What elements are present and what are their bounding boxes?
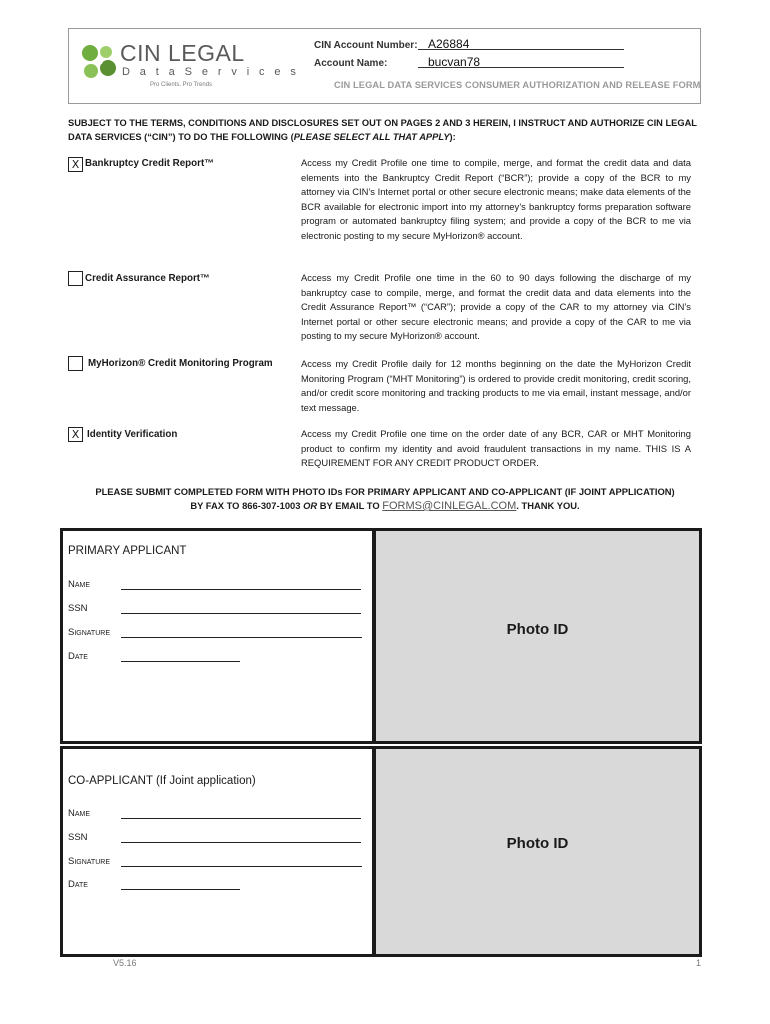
coapplicant-title: CO-APPLICANT (If Joint application) (68, 775, 256, 787)
account-number-label: CIN Account Number: (314, 40, 418, 51)
intro-line-2 (68, 130, 708, 144)
credit-assurance-description: Access my Credit Profile one time in the 60 to 90 days following the discharge of my bankruptcy case to compile, merge, and format the credit data and data elements into the Credit Assurance Report™ (“CAR”); provide a copy of the CAR to my attorney via CIN’s Internet portal or other secure electronic means; and provide a copy of the CAR to me via posting to my secure MyHorizon® account. (301, 272, 691, 341)
primary-ssn-label: SSN (68, 603, 88, 614)
primary-photo-id-box[interactable] (373, 528, 702, 744)
intro-line-2-italic: PLEASE SELECT ALL THAT APPLY (293, 132, 450, 142)
identity-verification-label: Identity Verification (87, 429, 178, 440)
primary-applicant-title: PRIMARY APPLICANT (68, 545, 187, 557)
email-link[interactable]: FORMS@CINLEGAL.COM (382, 500, 517, 512)
coapplicant-date-field[interactable] (121, 877, 240, 890)
coapplicant-date-label: Date (68, 879, 88, 890)
form-title: CIN LEGAL DATA SERVICES CONSUMER AUTHORIZATION AND RELEASE FORM (334, 80, 701, 90)
credit-monitoring-checkbox[interactable] (68, 356, 83, 371)
account-name-label: Account Name: (314, 58, 388, 69)
bankruptcy-report-description: Access my Credit Profile one time to compile, merge, and format the credit data and data elements into the Bankruptcy Credit Report (“BCR”); provide a copy of the BCR to my attorney via CIN’s Internet portal or other secure electronic means; make data elements of the BCR available for electronic import into my attorney’s bankruptcy forms preparation software program or automated bankruptcy filing system; and provide a copy of the BCR to me via electronic posting to my secure MyHorizon® account. (301, 157, 691, 241)
submit-fax: BY FAX TO 866-307-1003 (190, 500, 304, 511)
coapplicant-signature-field[interactable] (121, 854, 362, 867)
primary-name-label: Name (68, 579, 91, 590)
primary-date-label: Date (68, 651, 88, 662)
coapplicant-name-label: Name (68, 808, 91, 819)
primary-name-field[interactable] (121, 577, 361, 590)
coapplicant-ssn-field[interactable] (121, 830, 361, 843)
primary-ssn-field[interactable] (121, 601, 361, 614)
primary-signature-label: Signature (68, 627, 110, 638)
primary-signature-field[interactable] (121, 625, 362, 638)
intro-line-2-suffix: ): (449, 132, 456, 142)
bankruptcy-report-label: Bankruptcy Credit Report™ (85, 158, 215, 169)
primary-date-field[interactable] (121, 649, 240, 662)
submit-thanks: . THANK YOU. (516, 500, 580, 511)
coapplicant-photo-id-box[interactable] (373, 746, 702, 957)
version-label: V5.16 (113, 958, 137, 968)
logo-subtitle: D a t a S e r v i c e s (122, 66, 300, 78)
coapplicant-signature-label: Signature (68, 856, 110, 867)
logo-wordmark: CIN LEGAL (120, 40, 245, 66)
logo-tagline: Pro Clients. Pro Trends (150, 82, 213, 88)
coapplicant-ssn-label: SSN (68, 832, 88, 843)
credit-monitoring-description: Access my Credit Profile daily for 12 months beginning on the date the MyHorizon Credit Monitoring Program (“MHT Monitoring”) is ordered to provide credit monitoring, credit scoring, and/or credit score monitoring and tracking products to me via email, instant message, and/or text message. (301, 358, 691, 413)
primary-photo-id-label: Photo ID (506, 621, 569, 638)
credit-assurance-checkbox[interactable] (68, 271, 83, 286)
coapplicant-name-field[interactable] (121, 806, 361, 819)
credit-monitoring-label: MyHorizon® Credit Monitoring Program (88, 358, 273, 369)
identity-verification-description: Access my Credit Profile one time on the order date of any BCR, CAR or MHT Monitoring product to confirm my identity and avoid fraudulent transactions in my name. THIS IS A REQUIREMENT FOR ANY CREDIT PRODUCT ORDER. (301, 428, 691, 468)
bankruptcy-report-checkbox[interactable]: X (68, 157, 83, 172)
page-number: 1 (696, 958, 702, 968)
account-name-field[interactable] (418, 53, 624, 68)
cin-logo-icon (78, 40, 118, 84)
coapplicant-photo-id-label: Photo ID (506, 835, 569, 852)
credit-assurance-label: Credit Assurance Report™ (85, 273, 210, 284)
intro-line-1: SUBJECT TO THE TERMS, CONDITIONS AND DISCLOSURES SET OUT ON PAGES 2 AND 3 HEREIN, I INSTRUCT AND AUTHORIZE CIN LEGAL (68, 118, 697, 128)
account-number-field[interactable] (418, 35, 624, 50)
submit-instructions-line-2 (68, 500, 702, 512)
submit-instructions-line-1: PLEASE SUBMIT COMPLETED FORM WITH PHOTO IDs FOR PRIMARY APPLICANT AND CO-APPLICANT (IF JOINT APPLICATION) (95, 486, 675, 497)
intro-text (68, 116, 708, 144)
identity-verification-checkbox[interactable]: X (68, 427, 83, 442)
account-name-value: bucvan78 (428, 55, 481, 69)
submit-email-prefix: BY EMAIL TO (317, 500, 383, 511)
intro-line-2-prefix: DATA SERVICES (“CIN”) TO DO THE FOLLOWING ( (68, 132, 294, 142)
submit-or: OR (303, 500, 318, 511)
account-number-value: A26884 (428, 37, 470, 51)
